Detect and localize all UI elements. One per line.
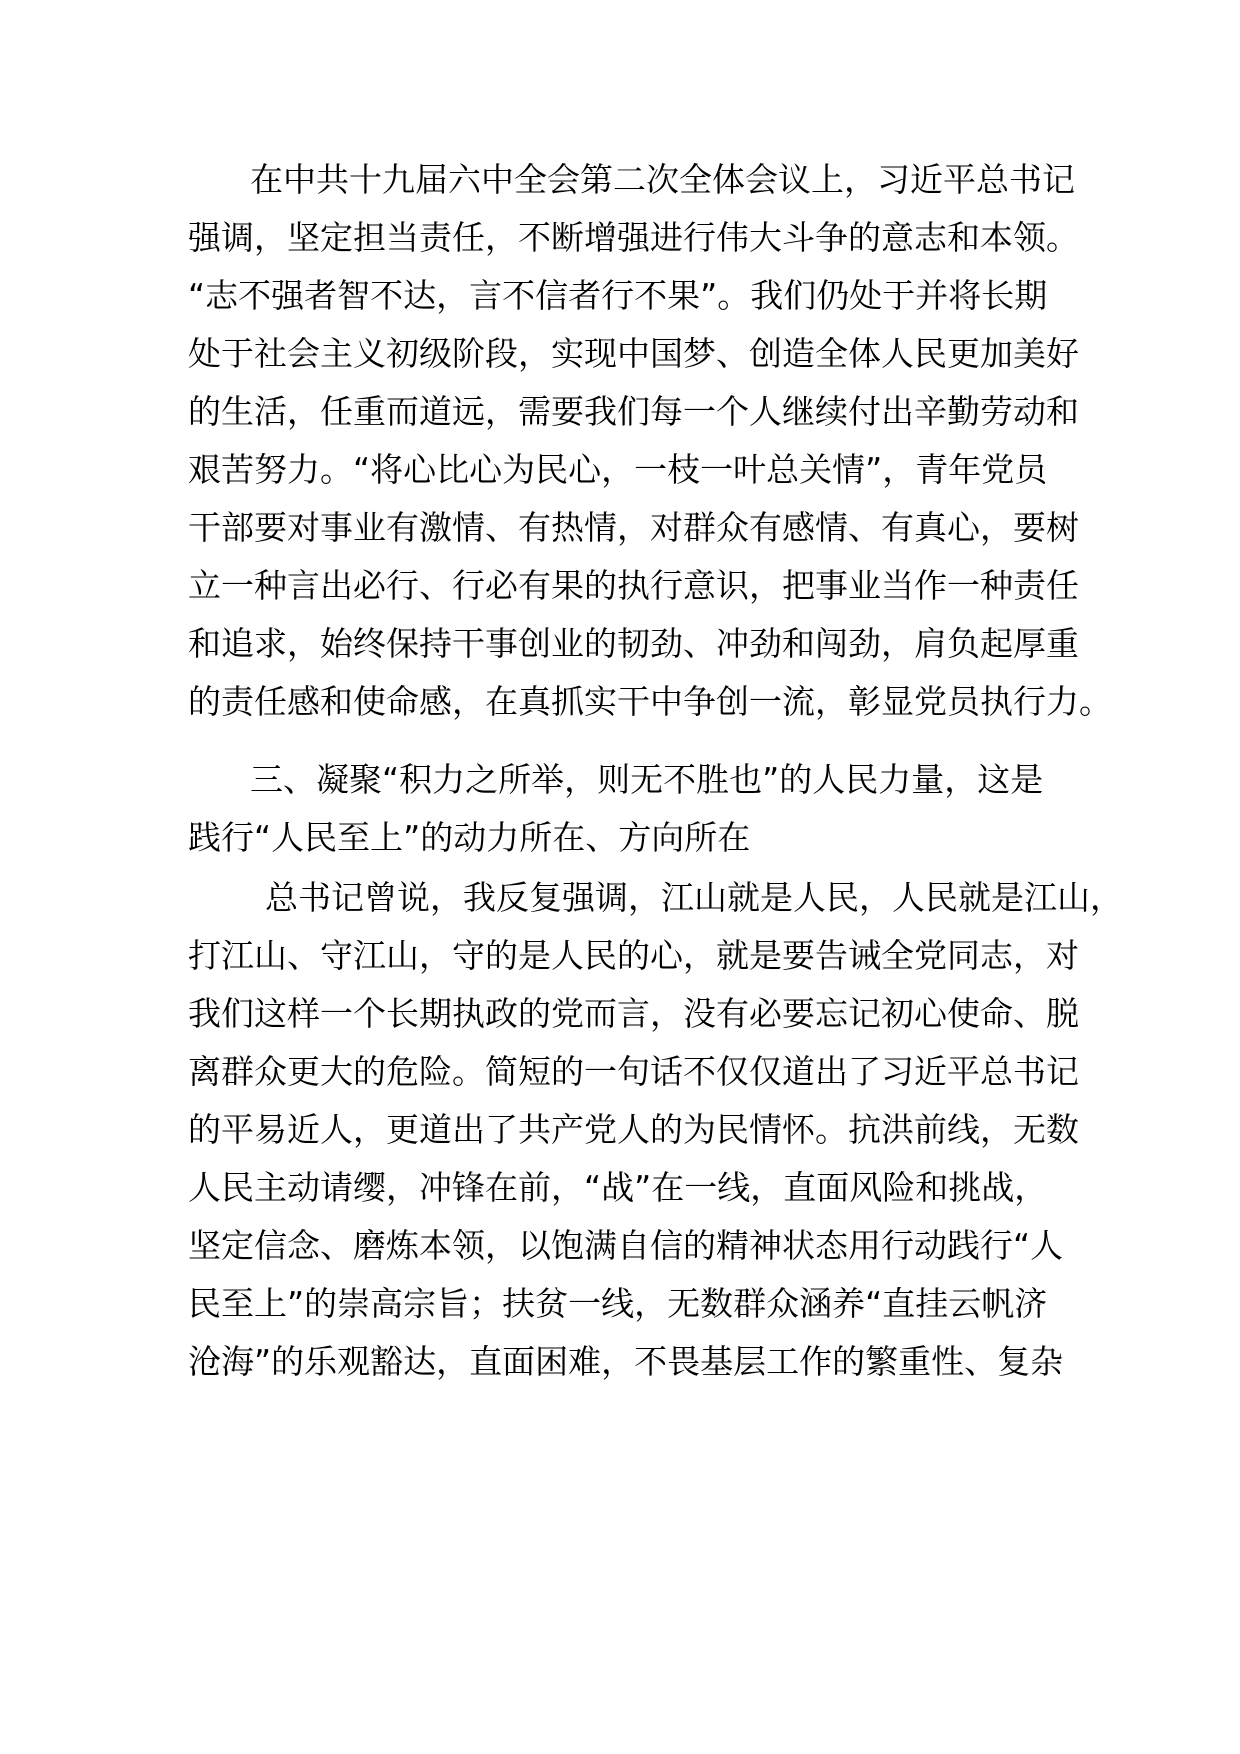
- text-line: 艰苦努力。“将心比心为民心，一枝一叶总关情”，青年党员: [188, 450, 1048, 489]
- text-line: 人民主动请缨，冲锋在前，“战”在一线，直面风险和挑战，: [188, 1168, 1048, 1207]
- text-line: 民至上”的崇高宗旨；扶贫一线，无数群众涵养“直挂云帆济: [188, 1284, 1048, 1323]
- section-heading-line: 三、凝聚“积力之所举，则无不胜也”的人民力量，这是: [250, 760, 1044, 799]
- section-heading-line: 践行“人民至上”的动力所在、方向所在: [188, 818, 751, 857]
- text-line: 坚定信念、磨炼本领，以饱满自信的精神状态用行动践行“人: [188, 1226, 1064, 1265]
- text-line: 沧海”的乐观豁达，直面困难，不畏基层工作的繁重性、复杂: [188, 1342, 1064, 1381]
- text-line: 和追求，始终保持干事创业的韧劲、冲劲和闯劲，肩负起厚重: [188, 624, 1079, 663]
- text-line: 干部要对事业有激情、有热情，对群众有感情、有真心，要树: [188, 508, 1079, 547]
- text-line: 离群众更大的危险。简短的一句话不仅仅道出了习近平总书记: [188, 1052, 1079, 1091]
- text-line: 立一种言出必行、行必有果的执行意识，把事业当作一种责任: [188, 566, 1079, 605]
- text-line: 我们这样一个长期执政的党而言，没有必要忘记初心使命、脱: [188, 994, 1079, 1033]
- text-line: 的平易近人，更道出了共产党人的为民情怀。抗洪前线，无数: [188, 1110, 1079, 1149]
- text-line: 打江山、守江山，守的是人民的心，就是要告诫全党同志，对: [188, 936, 1079, 975]
- text-line: “志不强者智不达，言不信者行不果”。我们仍处于并将长期: [188, 276, 1048, 315]
- text-line: 总书记曾说，我反复强调，江山就是人民，人民就是江山，: [265, 878, 1123, 917]
- text-line: 在中共十九届六中全会第二次全体会议上，习近平总书记: [250, 160, 1075, 199]
- text-line: 处于社会主义初级阶段，实现中国梦、创造全体人民更加美好: [188, 334, 1079, 373]
- text-line: 强调，坚定担当责任，不断增强进行伟大斗争的意志和本领。: [188, 218, 1079, 257]
- text-line: 的责任感和使命感，在真抓实干中争创一流，彰显党员执行力。: [188, 682, 1112, 721]
- text-line: 的生活，任重而道远，需要我们每一个人继续付出辛勤劳动和: [188, 392, 1079, 431]
